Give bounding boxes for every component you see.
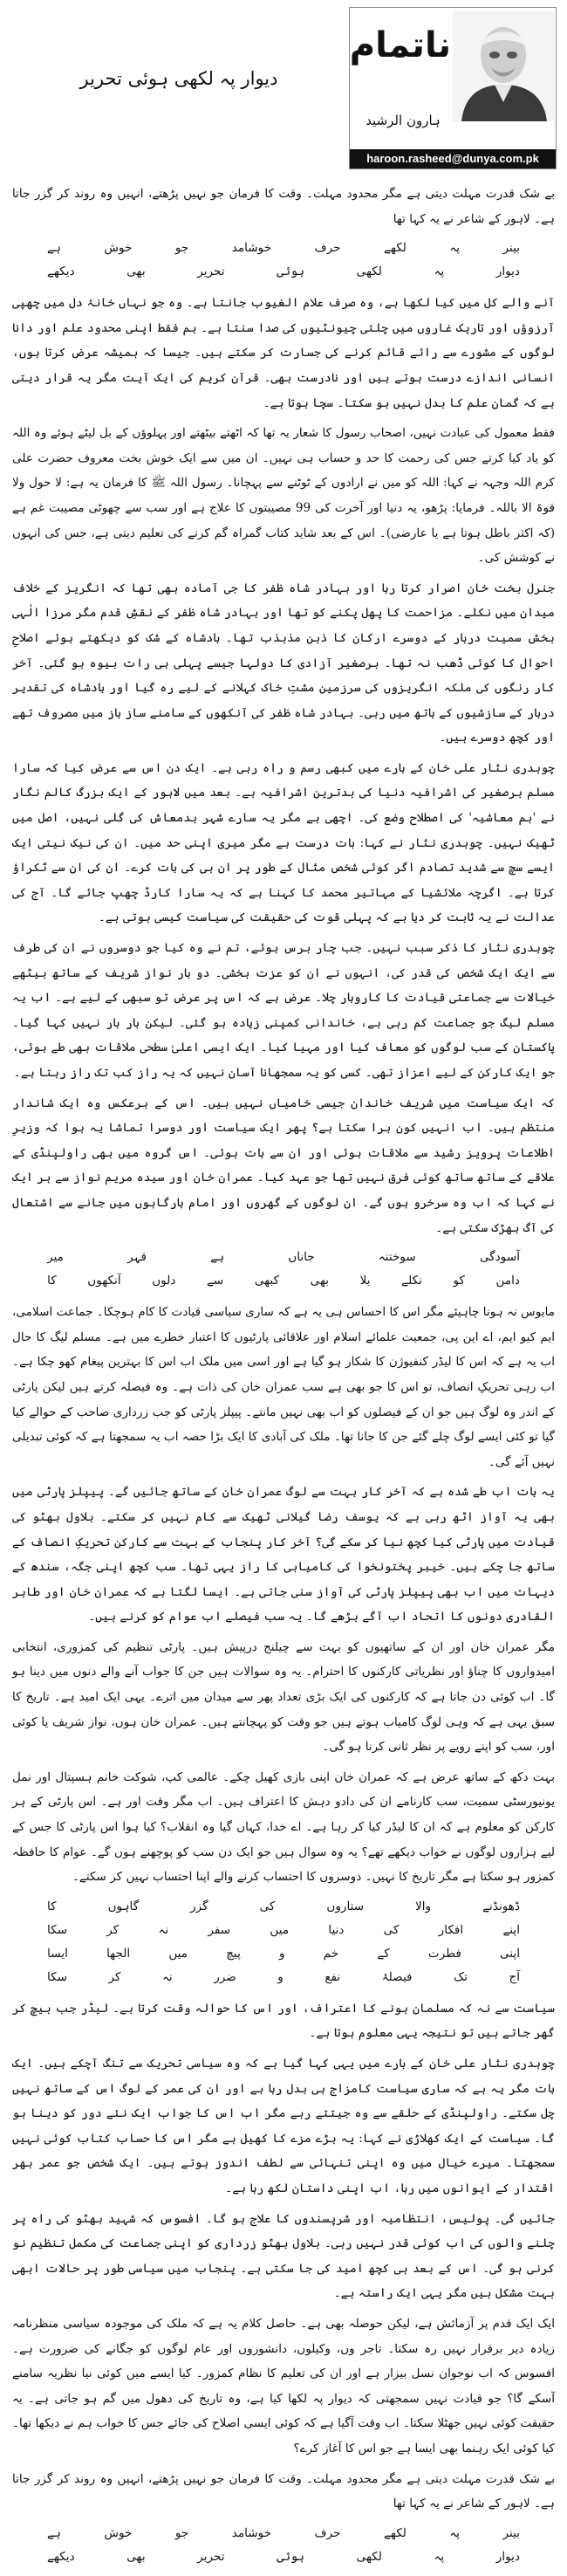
verse-word: لکھی — [356, 264, 382, 279]
verse-word: کو — [453, 1274, 465, 1288]
verse-line — [12, 1269, 555, 1293]
article-paragraph: یہ بات اب طے شدہ ہے کہ آخر کار بہت سے لوگ عمران خان کے ساتھ جائیں گے۔ پیپلز پارٹی میں بھی یہ آواز اٹھ رہی ہے کہ یوسف رضا گیلانی ٹھیک سے کام نہیں کر سکتے۔ بلاول بھٹو کی قیادت میں پارٹی کیا کچھ نیا کر سکے گی؟ آخر کار پنجاب کے بہت سے کارکن تحریکِ انصاف کے ساتھ جا چکے ہیں۔ خیبر پختونخوا کی کامیابی کا راز یہی تھا۔ سب کچھ اپنی جگہ، سندھ کے دیہات میں اب بھی پیپلز پارٹی کی آواز سنی جاتی ہے۔ ایسا لگتا ہے کہ عمران خان اور طاہر القادری دونوں کا اتحاد اب آگے بڑھے گا۔ یہ سب فیصلے اب عوام کو کرنے ہیں۔ — [12, 1485, 555, 1625]
verse-block — [12, 237, 555, 284]
verse-word: بھی — [126, 2549, 146, 2564]
verse-word: گزر — [190, 1899, 208, 1913]
verse-line — [12, 2522, 555, 2545]
verse-line — [12, 1895, 555, 1919]
verse-word: ایسا — [47, 1946, 68, 1961]
article-paragraph: جائیں گی۔ پولیس، انتظامیہ اور شرپسندوں کا علاج ہو گا۔ افسوس کہ شہید بھٹو کی راہ پر چلنے والوں کی اب کوئی قدر نہیں رہی۔ بلاول بھٹو زرداری کو اپنی جماعت کی مکمل تنظیم نو کرنی ہو گی۔ اس کے بعد ہی کچھ امید کی جا سکتی ہے۔ پنجاب میں سیاسی طور پر حالات ابھی بہت مشکل ہیں مگر یہی ایک راستہ ہے۔ — [12, 2211, 555, 2301]
verse-word: آنکھوں — [87, 1274, 121, 1288]
verse-line — [12, 237, 555, 260]
verse-word: دیوار — [495, 264, 520, 279]
verse-word: دنیا — [328, 1922, 345, 1937]
verse-word: افکار — [438, 1922, 464, 1937]
verse-word: کبھی — [254, 1274, 280, 1288]
verse-word: ہے — [47, 241, 61, 256]
verse-word: کی — [259, 1899, 276, 1913]
column-header — [0, 0, 567, 173]
verse-line — [12, 1246, 555, 1269]
article-paragraph: بے شک قدرت مہلت دیتی ہے مگر محدود مہلت۔ وقت کا فرمان جو نہیں پڑھتے، انہیں وہ روند کر گزر جاتا ہے۔ لاہور کے شاعر نے یہ کہا تھا — [12, 187, 555, 226]
article-paragraph: چوہدری نثار کا ذکر سبب نہیں۔ جب چار برس ہوئے، تم نے وہ کیا جو دوسروں نے ان کی طرف سے ایک ایک شخص کی قدر کی، انہوں نے ان کو عزت بخشی۔ دو بار نواز شریف کے ساتھ بیٹھے خیالات سے جماعتی قیادت کا کاروبار چلا۔ عرض ہے کہ اس پر عرض تو سبھی کے لیے ہے۔ اب یہ مسلم لیگ جو جماعت کم رہی ہے، خاندانی کمپنی زیادہ ہو گئی۔ لیکن بار بار نہیں کہا گیا۔ پاکستان کے سب لوگوں کو معاف کیا اور مہیا کیا۔ ایک ایسی اعلیٰ سطحی ملاقات بھی طے ہوئی، جو ایک کارکن کے لیے اعزاز تھی۔ کسی کو یہ سمجھانا آسان نہیں کہ یہ راز کب تک راز رہتا ہے۔ — [12, 941, 555, 1080]
verse-word: پہ — [434, 2549, 445, 2564]
article-paragraph: چوہدری نثار علی خان کے بارے میں یہی کہا گیا ہے کہ وہ سیاسی تحریک سے تنگ آچکے ہیں۔ ایک بات مگر یہ ہے کہ ساری سیاست کامزاج ہی بدل رہا ہے اور ان کی عمر کے لوگ اس کے ساتھ نہیں چل سکتے۔ راولپنڈی کے حلقے سے وہ جیتتے رہے مگر اب اس کا جواب ایک نئے دور کو دینا ہو گا۔ سیاست کے ایک کھلاڑی نے کہا: یہ بڑے مزے کا کھیل ہے مگر اس کا حساب کتاب کوئی نہیں سمجھتا۔ میرے خیال میں وہ اپنی تنہائی سے لطف اندوز ہوتے ہیں۔ ایک شخص جو عمر بھر اقتدار کے ایوانوں میں رہا، اب اپنی داستان لکھ رہا ہے۔ — [12, 2057, 555, 2195]
author-portrait — [453, 11, 554, 121]
verse-line — [12, 260, 555, 284]
verse-word: پہ — [449, 2525, 461, 2540]
verse-word: کا — [47, 1274, 57, 1288]
author-name: ہارون الرشید — [365, 113, 441, 128]
verse-word: آج — [509, 1969, 520, 1984]
verse-word: لکھے — [383, 2525, 406, 2540]
verse-word: فطرت — [427, 1946, 461, 1961]
verse-word: پہ — [449, 241, 461, 256]
verse-word: میں — [168, 1946, 188, 1961]
verse-word: دیوار — [495, 2549, 520, 2564]
verse-word: دیکھے — [47, 264, 75, 279]
verse-word: تحریر — [197, 264, 225, 279]
verse-word: تک — [454, 1969, 468, 1984]
verse-word: جو — [174, 2525, 189, 2540]
verse-word: دلوں — [152, 1274, 176, 1288]
verse-word: نہ — [161, 1969, 173, 1984]
verse-word: بلا — [359, 1274, 371, 1288]
verse-word: ضرر — [214, 1969, 236, 1984]
verse-word: سفر — [208, 1922, 231, 1937]
verse-word: بھی — [126, 264, 146, 279]
article-paragraph: فقط معمول کی عبادت نہیں، اصحاب رسول کا شعار یہ تھا کہ اٹھتے بیٹھتے اور پہلوؤں کے بل لیٹے ہوئے وہ اللہ کو یاد کیا کرتے جس کی رحمت کا حد و حساب ہی نہیں۔ ان میں سے ایک خوش بخت معروف حضرت علی کرم اللہ وجہہ نے کہا: اللہ کو میں نے ارادوں کے ٹوٹنے سے پہچانا۔ رسول اللہ ﷺ کا فرمان یہ ہے: لا حول ولا قوۃ الا باللہ۔ فرمایا: پڑھو، یہ دنیا اور آخرت کی 99 مصیبتوں کا علاج ہے اور سب سے چھوٹی مصیبت غم ہے (کہ اکثر باطل ہوتا ہے یا عارضی)۔ اس کے بعد شاید کتاب گمراہ گم کرنے کی تعلیم دیتی ہے، جس کی انہوں نے کوشش کی۔ — [12, 426, 555, 566]
masthead — [349, 7, 557, 169]
verse-word: خم — [323, 1946, 339, 1961]
verse-word: و — [277, 1969, 284, 1984]
verse-word: پہ — [434, 264, 445, 279]
verse-word: الجھا — [106, 1946, 131, 1961]
verse-word: جو — [174, 241, 189, 256]
verse-word: و — [279, 1946, 285, 1961]
article-paragraph: بے شک قدرت مہلت دیتی ہے مگر محدود مہلت۔ وقت کا فرمان جو نہیں پڑھتے، انہیں وہ روند کر گزر جاتا ہے۔ لاہور کے شاعر نے یہ کہا تھا — [12, 2471, 555, 2511]
verse-word: ڈھونڈنے — [482, 1899, 520, 1913]
verse-block — [12, 1895, 555, 1989]
verse-word: نکلے — [401, 1274, 422, 1288]
column-title: دیوار پہ لکھی ہوئی تحریر — [79, 68, 278, 89]
column-brand: ناتمام — [349, 25, 451, 65]
verse-word: اپنے — [502, 1922, 520, 1937]
verse-word: بینر — [502, 2525, 520, 2540]
verse-word: ہوئی — [277, 2549, 305, 2564]
verse-line — [12, 1942, 555, 1966]
article-body — [12, 182, 555, 2576]
verse-word: دیکھے — [47, 2549, 75, 2564]
verse-line — [12, 2545, 555, 2569]
verse-word: سکا — [47, 1969, 68, 1984]
author-email[interactable]: haroon.rasheed@dunya.com.pk — [350, 149, 556, 168]
verse-word: بینر — [502, 241, 520, 256]
verse-word: میر — [47, 1250, 64, 1265]
article-paragraph: آنے والے کل میں کیا لکھا ہے، وہ صرف علام الغیوب جانتا ہے۔ وہ جو نہاں خانۂ دل میں چھپی آرزوؤں اور تاریک غاروں میں چلتی چیونٹیوں کی صدا سنتا ہے۔ ہم فقط اپنی محدود علم اور دانا لوگوں کے مشورے سے رائے قائم کرنے کی جسارت کر سکتے ہیں۔ جیسا کہ ہمیشہ عرض کرتا ہوں، انسانی اندازے درست ہوتے ہیں اور نادرست بھی۔ قرآن کریم کی ایک آیت مگر یہ قرار دیتی ہے کہ گمان علم کا بدل نہیں ہو سکتا۔ سچا ہوتا ہے۔ — [12, 296, 555, 410]
verse-line — [12, 1966, 555, 1989]
verse-word: ہے — [210, 1250, 225, 1265]
verse-word: تحریر — [197, 2549, 225, 2564]
article-paragraph: بہت دکھ کے ساتھ عرض ہے کہ عمران خان اپنی بازی کھیل چکے۔ عالمی کپ، شوکت خانم ہسپتال اور نمل یونیورسٹی سمیت، سب کارنامے ان کی دادو دہش کا اعتراف ہیں۔ اب مگر وقت اور ہے۔ اس پارٹی کے ہر کارکن کو معلوم ہے کہ ان کا لیڈر کیا کر رہا ہے۔ اے خدا، کہاں گیا وہ انقلاب؟ کیا ہوا اس پارٹی کا جس کے لیے ہزاروں لوگوں نے خواب دیکھے تھے؟ یہ وہ سوال ہیں جو ایک دن سب کو پوچھنے ہوں گے۔ عوام کا حافظہ کمزور ہو سکتا ہے مگر تاریخ کا نہیں۔ دوسروں کا احتساب کرنے والے اپنا احتساب نہیں کر سکتے۔ — [12, 1769, 555, 1885]
verse-word: سوختنہ — [378, 1250, 416, 1265]
verse-word: میں — [270, 1922, 290, 1937]
article-paragraph: سیاست سے نہ کہ مسلمان ہونے کا اعتراف، اور اس کا حوالہ وقت کرتا ہے۔ لیڈر جب بیچ کر گھر جاتے ہیں تو نتیجہ یہی معلوم ہوتا ہے۔ — [12, 2001, 555, 2041]
verse-word: کی — [383, 1922, 400, 1937]
verse-word: سے — [206, 1274, 224, 1288]
verse-word: پیچ — [226, 1946, 241, 1961]
article-paragraph: مایوس نہ ہونا چاہیئے مگر اس کا احساس ہی یہ ہے کہ ساری سیاسی قیادت کا کام ہوچکا۔ جماعت اسلامی، ایم کیو ایم، اے این پی، جمعیت علمائے اسلام اور علاقائی پارٹیوں کا اعتبار خطرے میں ہے۔ مسلم لیگ کا حال اب یہ ہے کہ اس کا لیڈر کنفیوژن کا شکار ہو گیا ہے اور اسی میں ملک اب اس کا بہترین پیغام کھو چکا ہے۔ اب رہی تحریکِ انصاف، تو اس کا جو بھی ہے سب عمران خان کی ذات ہے۔ وہ فیصلہ کرتے ہیں لیکن پارٹی کے اندر وہ لوگ ہیں جو ان کے فیصلوں کو اب بھی نہیں مانتے۔ پیپلز پارٹی کو جب زرداری صاحب کے حوالے کیا گیا تو کئی ایسے لوگ چلے گئے جن کا جانا تھا۔ ملک کی آبادی کا ایک بڑا حصہ اب یہ سمجھتا ہے کہ کوئی تبدیلی نہیں آئے گی۔ — [12, 1305, 555, 1469]
article-paragraph: کہ ایک سیاست میں شریف خاندان جیسی خامیاں نہیں ہیں۔ اس کے برعکس وہ ایک شاندار منتظم ہیں۔ اب انہیں کون ہرا سکتا ہے؟ پھر ایک سیاست اور دوسرا تماشا یہ ہوا کہ وزیرِ اطلاعات پرویز رشید سے ملاقات ہوئی اور ان سے بات ہوئی۔ اس گروہ میں بھی راولپنڈی کے علاقے کے ساتھ ساتھ کوئی فرق نہیں تھا جو عہد کیا۔ عمران خان اور سیدہ مریم نواز سے ہر ایک نے کہا کہ اب وہ سرخرو ہوں گے۔ ان لوگوں کے گھروں اور امام بارگاہوں میں جانے سے اشتعال کی آگ بھڑک سکتی ہے۔ — [12, 1096, 555, 1235]
verse-word: لکھی — [356, 2549, 382, 2564]
article-paragraph: ایک ایک قدم پر آزمائش ہے، لیکن حوصلہ بھی ہے۔ حاصل کلام یہ ہے کہ ملک کی موجودہ سیاسی منظرنامہ زیادہ دیر برقرار نہیں رہ سکتا۔ تاجر وں، وکیلوں، دانشوروں اور عام لوگوں کو جگانے کی ضرورت ہے۔ افسوس کہ اب نوجوان نسل بیزار ہے اور ان کی تعلیم کا نظام کمزور۔ کیا ایسے میں کوئی نیا نظریہ سامنے آسکے گا؟ جو قیادت نہیں سمجھتی کہ دیوار پہ لکھا کیا ہے، وہ تاریخ کی دھول میں گم ہو جاتی ہے۔ یہ حقیقت کوئی نہیں جھٹلا سکتا۔ اب وقت آگیا ہے کہ کوئی ایسی اصلاح کی جائے جس کا خواب ہم نے دیکھا تھا۔ کیا کوئی ایک رہنما بھی ایسا ہے جو اس کا آغاز کرے؟ — [12, 2316, 555, 2456]
article-paragraph: چوہدری نثار علی خان کے بارے میں کبھی رسم و راہ رہی ہے۔ ایک دن اس سے عرض کیا کہ سارا مسلم برصغیر کی اشرافیہ دنیا کی بدترین اشرافیہ ہے۔ بعد میں لاہور کے ایک بزرگ کالم نگار نے 'ہم معاشیہ' کی اصطلاح وضع کی۔ اچھی ہے مگر یہ سارے شہر بدمعاش کی گلی نہیں، اصل میں ٹھیک نہیں۔ چوہدری نثار نے کہا: بات درست ہے مگر میری اپنی حد میں۔ ان کی نیک نیتی ایک ایسے سچ سے شدید تصادم اگر کوئی شخص مثال کے طور پر ان ہی کی بات کرے۔ ان کی ان سے ٹکراؤ کرتا ہے۔ اگرچہ ملائشیا کے مہاتیر محمد کا کہنا ہے کہ یہ سارا کارڈ چھپ جائے گا۔ آج کی عدالت نے یہ ثابت کر دیا ہے کہ پہلی قوت کی حقیقت کی سیاست کیسی ہوتی ہے۔ — [12, 760, 555, 925]
verse-word: فیصلۂ — [381, 1969, 413, 1984]
verse-word: کا — [47, 1899, 57, 1913]
verse-word: حرف — [314, 241, 341, 256]
verse-word: کر — [106, 1922, 120, 1937]
verse-word: ستاروں — [326, 1899, 365, 1913]
verse-word: دامن — [495, 1274, 520, 1288]
verse-word: کے — [377, 1946, 390, 1961]
verse-word: نہ — [158, 1922, 169, 1937]
verse-word: والا — [415, 1899, 432, 1913]
verse-word: قہر — [127, 1250, 147, 1265]
article-paragraph: مگر عمران خان اور ان کے ساتھیوں کو بہت سے چیلنج درپیش ہیں۔ پارٹی تنظیم کی کمزوری، انتخابی امیدواروں کا چناؤ اور نظریاتی کارکنوں کا احترام۔ یہ وہ سوالات ہیں جن کا جواب آنے والے دنوں میں دینا ہو گا۔ اب کوئی دن جاتا ہے کہ کارکنوں کی ایک بڑی تعداد پھر سے میدان میں اترے۔ یہی ایک امید ہے۔ تاریخ کا سبق یہی ہے کہ وہی لوگ کامیاب ہوتے ہیں جو وقت کو پہچانتے ہیں۔ عمران خان ہوں، نواز شریف یا کوئی اور، سب کو اپنے رویے پر نظر ثانی کرنا ہو گی۔ — [12, 1639, 555, 1755]
verse-word: جاناں — [288, 1250, 315, 1265]
verse-word: خوشامد — [231, 2525, 272, 2540]
verse-word: بھی — [310, 1274, 330, 1288]
verse-word: خوش — [104, 241, 133, 256]
verse-word: ہے — [47, 2525, 61, 2540]
verse-block — [12, 2522, 555, 2569]
verse-word: لکھے — [383, 241, 406, 256]
verse-line — [12, 1919, 555, 1942]
verse-word: اپنی — [500, 1946, 520, 1961]
verse-word: گاہوں — [107, 1899, 140, 1913]
verse-block — [12, 1246, 555, 1293]
verse-word: سکا — [47, 1922, 68, 1937]
verse-word: خوش — [104, 2525, 133, 2540]
verse-word: ہوئی — [277, 264, 305, 279]
verse-word: نفع — [324, 1969, 341, 1984]
verse-word: آسودگی — [479, 1250, 520, 1265]
verse-word: حرف — [314, 2525, 341, 2540]
article-paragraph: جنرل بخت خان اصرار کرتا رہا اور بہادر شاہ ظفر کا جی آمادہ بھی تھا کہ انگریز کے خلاف میدان میں نکلے۔ مزاحمت کا پھل پکنے کو تھا اور بہادر شاہ ظفر کے نقشِ قدم مگر مرزا الٰہی بخش سمیت دربار کے دوسرے ارکان کا ذہن مذبذب تھا۔ بادشاہ کے شک کو دیکھتے ہوئے اصلاحِ احوال کا کوئی ڈھب نہ تھا۔ برصغیر آزادی کا دولہا جیسے پہلی ہی رات بیوہ ہو گئی۔ آخر کار رنگوں کی ملکہ انگریزوں کی سرزمین مشتِ خاک کہلانے کے لیے رہ گیا اور بادشاہ کی تقدیر دربار کے سازشیوں کے ہاتھ میں رہی۔ بہادر شاہ ظفر کی آنکھوں کے سامنے ساز باز میں مصروف تھے اور کچھ دوسرے ہیں۔ — [12, 580, 555, 745]
verse-word: کر — [108, 1969, 121, 1984]
verse-word: خوشامد — [231, 241, 272, 256]
